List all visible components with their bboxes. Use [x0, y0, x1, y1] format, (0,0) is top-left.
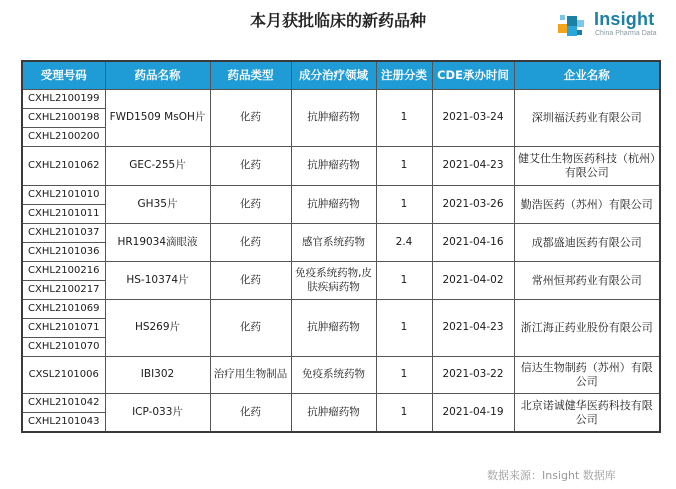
table-row	[22, 224, 660, 243]
registration-class-cell: 1	[376, 300, 432, 357]
column-header-company: 企业名称	[514, 61, 660, 90]
company-cell: 北京诺诚健华医药科技有限公司	[514, 394, 660, 433]
accept-number-cell: CXHL2101062	[22, 147, 105, 186]
drug-name-cell: ICP-033片	[105, 394, 210, 433]
table-header-row	[22, 61, 660, 90]
cde-date-cell: 2021-03-24	[432, 90, 514, 147]
therapeutic-area-cell: 免疫系统药物	[291, 357, 376, 394]
therapeutic-area-cell: 抗肿瘤药物	[291, 394, 376, 433]
table-row	[22, 300, 660, 319]
cde-date-cell: 2021-03-22	[432, 357, 514, 394]
company-cell: 勤浩医药（苏州）有限公司	[514, 186, 660, 224]
company-cell: 深圳福沃药业有限公司	[514, 90, 660, 147]
cde-date-cell: 2021-03-26	[432, 186, 514, 224]
company-cell: 信达生物制药（苏州）有限公司	[514, 357, 660, 394]
accept-number-cell: CXHL2101042	[22, 394, 105, 413]
therapeutic-area-cell: 免疫系统药物,皮肤疾病药物	[291, 262, 376, 300]
drug-type-cell: 化药	[210, 394, 291, 433]
column-header-cde-date: CDE承办时间	[432, 61, 514, 90]
column-header-accept-number: 受理号码	[22, 61, 105, 90]
drug-type-cell: 化药	[210, 262, 291, 300]
accept-number-cell: CXHL2100216	[22, 262, 105, 281]
drug-name-cell: HS269片	[105, 300, 210, 357]
column-header-drug-name: 药品名称	[105, 61, 210, 90]
drug-name-cell: HS-10374片	[105, 262, 210, 300]
drug-type-cell: 化药	[210, 300, 291, 357]
therapeutic-area-cell: 抗肿瘤药物	[291, 186, 376, 224]
column-header-therapeutic-area: 成分治疗领域	[291, 61, 376, 90]
company-cell: 成都盛迪医药有限公司	[514, 224, 660, 262]
cde-date-cell: 2021-04-23	[432, 300, 514, 357]
drug-name-cell: HR19034滴眼液	[105, 224, 210, 262]
drug-name-cell: IBI302	[105, 357, 210, 394]
accept-number-cell: CXHL2101043	[22, 413, 105, 433]
accept-number-cell: CXHL2101036	[22, 243, 105, 262]
cde-date-cell: 2021-04-02	[432, 262, 514, 300]
therapeutic-area-cell: 抗肿瘤药物	[291, 147, 376, 186]
drug-name-cell: GH35片	[105, 186, 210, 224]
therapeutic-area-cell: 抗肿瘤药物	[291, 90, 376, 147]
accept-number-cell: CXHL2101070	[22, 338, 105, 357]
cde-date-cell: 2021-04-23	[432, 147, 514, 186]
registration-class-cell: 1	[376, 90, 432, 147]
drug-name-cell: FWD1509 MsOH片	[105, 90, 210, 147]
table-row	[22, 90, 660, 109]
insight-logo	[556, 8, 668, 44]
drug-type-cell: 化药	[210, 90, 291, 147]
accept-number-cell: CXHL2101011	[22, 205, 105, 224]
drug-type-cell: 化药	[210, 186, 291, 224]
drug-type-cell: 化药	[210, 224, 291, 262]
registration-class-cell: 1	[376, 262, 432, 300]
accept-number-cell: CXSL2101006	[22, 357, 105, 394]
therapeutic-area-cell: 抗肿瘤药物	[291, 300, 376, 357]
therapeutic-area-cell: 感官系统药物	[291, 224, 376, 262]
drug-approval-table	[21, 60, 661, 433]
accept-number-cell: CXHL2100198	[22, 109, 105, 128]
company-cell: 常州恒邦药业有限公司	[514, 262, 660, 300]
cde-date-cell: 2021-04-19	[432, 394, 514, 433]
accept-number-cell: CXHL2100200	[22, 128, 105, 147]
column-header-registration-class: 注册分类	[376, 61, 432, 90]
logo-name: Insight	[594, 9, 655, 29]
accept-number-cell: CXHL2101037	[22, 224, 105, 243]
accept-number-cell: CXHL2101071	[22, 319, 105, 338]
registration-class-cell: 1	[376, 394, 432, 433]
registration-class-cell: 1	[376, 357, 432, 394]
registration-class-cell: 2.4	[376, 224, 432, 262]
page-title: 本月获批临床的新药品种	[249, 11, 426, 30]
logo-subtitle: China Pharma Data	[595, 30, 657, 37]
table-row	[22, 186, 660, 205]
accept-number-cell: CXHL2101010	[22, 186, 105, 205]
company-cell: 浙江海正药业股份有限公司	[514, 300, 660, 357]
registration-class-cell: 1	[376, 186, 432, 224]
company-cell: 健艾仕生物医药科技（杭州）有限公司	[514, 147, 660, 186]
drug-type-cell: 治疗用生物制品	[210, 357, 291, 394]
insight-logo-icon	[556, 10, 588, 42]
registration-class-cell: 1	[376, 147, 432, 186]
table-row	[22, 357, 660, 394]
table-row	[22, 394, 660, 413]
column-header-drug-type: 药品类型	[210, 61, 291, 90]
accept-number-cell: CXHL2101069	[22, 300, 105, 319]
accept-number-cell: CXHL2100217	[22, 281, 105, 300]
data-source-note: 数据来源：Insight 数据库	[487, 469, 616, 482]
drug-name-cell: GEC-255片	[105, 147, 210, 186]
drug-type-cell: 化药	[210, 147, 291, 186]
cde-date-cell: 2021-04-16	[432, 224, 514, 262]
table-row	[22, 262, 660, 281]
table-row	[22, 147, 660, 186]
accept-number-cell: CXHL2100199	[22, 90, 105, 109]
